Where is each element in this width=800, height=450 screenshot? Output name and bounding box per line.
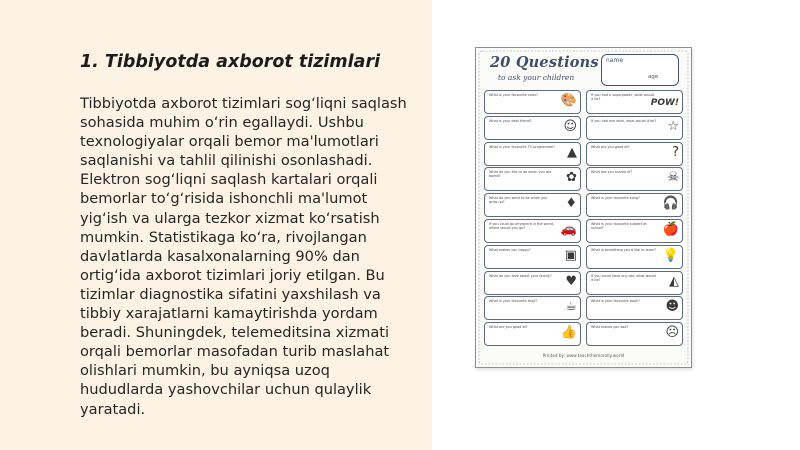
worksheet-row (484, 142, 683, 168)
worksheet-question-text: What is your favourite book? (591, 299, 640, 304)
worksheet-title: 20 Questions (490, 54, 599, 71)
worksheet-question-text: What do you love about your family? (489, 273, 552, 278)
worksheet-row (484, 322, 683, 348)
worksheet-question-box (586, 90, 683, 114)
question-mark-icon: ? (672, 144, 679, 160)
worksheet-question-text: What are you scared of? (591, 170, 633, 175)
body-text-line: hududlarda yashovchilar uchun qulaylik (80, 381, 372, 399)
body-text-line: yig‘ish va ularga tezkor xizmat ko‘rsatish (80, 209, 380, 227)
body-text-line: orqali bemorlar masofadan turib maslahat (80, 343, 390, 361)
body-text-line: davlatlarda kasalxonalarning 90% dan (80, 247, 360, 265)
worksheet-row (484, 167, 683, 193)
worksheet-question-text: What are you good at? (591, 144, 630, 149)
star-icon: ☆ (667, 118, 679, 134)
pizza-icon: ◭ (669, 273, 679, 289)
worksheet-question-box (586, 245, 683, 269)
worksheet-question-text: What is something you'd like to learn? (591, 247, 656, 252)
palette-icon: 🎨 (560, 93, 577, 108)
worksheet-question-box (484, 219, 581, 243)
body-text-line: texnologiyalar orqali bemor ma'lumotlari (80, 133, 379, 151)
worksheet-question-text: What is your favourite food? (489, 299, 538, 304)
worksheet-name-box (601, 54, 679, 86)
body-text-line: ortig‘ida axborot tizimlari joriy etilgan. Bu (80, 266, 385, 284)
worksheet-question-text: What is your favourite color? (489, 93, 538, 97)
worksheet-row (484, 296, 683, 322)
worksheet-image (475, 47, 692, 368)
people-icon: ☻ (665, 299, 679, 315)
worksheet-question-box (484, 142, 581, 166)
cup-icon: ☕ (565, 299, 577, 315)
skull-icon: ☠ (667, 170, 679, 186)
worksheet-question-box (484, 322, 581, 346)
worksheet-question-box (484, 116, 581, 140)
worksheet-row (484, 245, 683, 271)
body-text-line: tibbiy xarajatlarni kamaytirishda yordam (80, 305, 378, 323)
worksheet-question-text: What is your favourite song? (591, 196, 640, 201)
body-text-line: Elektron sog‘liqni saqlash kartalari orqali (80, 171, 378, 189)
worksheet-question-grid (484, 90, 683, 348)
car-icon: 🚗 (560, 221, 577, 237)
worksheet-question-box (586, 271, 683, 295)
slide-title: 1. Tibbiyotda axborot tizimlari (80, 52, 381, 72)
worksheet-question-text: What is your best friend? (489, 118, 532, 123)
worksheet-question-box (484, 90, 581, 114)
pow-icon: POW! (650, 98, 679, 108)
theatre-masks-icon: ☹ (665, 325, 679, 341)
worksheet-question-box (586, 296, 683, 320)
worksheet-question-box (484, 296, 581, 320)
worksheet-question-text: What is your favourite subject at school? (591, 221, 647, 230)
worksheet-question-text: If you could have any pet, what would it be? (591, 273, 656, 282)
worksheet-footer: Printed by: www.teachthemorally.world (542, 353, 625, 358)
bee-icon: ✿ (566, 170, 577, 186)
body-text-line: bemorlar to‘g‘risida ishonchli ma'lumot (80, 190, 368, 208)
smiley-icon: ☺ (563, 118, 577, 134)
worksheet-question-box (484, 167, 581, 191)
body-text-line: mumkin. Statistikaga ko‘ra, rivojlangan (80, 228, 367, 246)
worksheet-row (484, 193, 683, 219)
body-text-line: saqlanishi va tahlil qilinishi osonlashadi. (80, 152, 373, 170)
slide-body-text (80, 94, 422, 419)
worksheet-question-box (586, 167, 683, 191)
apple-icon: 🍎 (662, 221, 679, 237)
hearts-icon: ♥ (565, 273, 577, 289)
worksheet-question-text: If you could go anywhere in the world, where would you go? (489, 221, 555, 230)
worksheet-question-box (484, 271, 581, 295)
worksheet-question-text: What do you want to be when you grow up? (489, 196, 548, 205)
worksheet-question-box (484, 193, 581, 217)
worksheet-question-box (586, 219, 683, 243)
body-text-line: tizimlar diagnostika sifatini yaxshilash va (80, 285, 381, 303)
worksheet-question-box (586, 322, 683, 346)
body-text-line: beradi. Shuningdek, telemeditsina xizmati (80, 324, 390, 342)
worksheet-question-box (586, 116, 683, 140)
worksheet-row (484, 219, 683, 245)
worksheet-name-label: name (606, 57, 624, 64)
worksheet-question-text: What is your favourite TV programme? (489, 144, 555, 149)
lightbulb-icon: 💡 (662, 247, 679, 263)
headphones-icon: 🎧 (662, 196, 679, 212)
worksheet-subtitle: to ask your children (498, 73, 575, 82)
worksheet-question-box (586, 142, 683, 166)
body-text-line: sohasida muhim o‘rin egallaydi. Ushbu (80, 114, 364, 132)
worksheet-row (484, 271, 683, 297)
body-text-line: Tibbiyotda axborot tizimlari sog‘liqni saqlash (80, 95, 407, 112)
worksheet-question-box (484, 245, 581, 269)
worksheet-question-text: What makes you sad? (591, 325, 629, 330)
wizard-hat-icon: ▲ (567, 144, 577, 160)
worksheet-row (484, 90, 683, 116)
bottle-icon: ♦ (565, 196, 577, 212)
worksheet-question-box (586, 193, 683, 217)
worksheet-question-text: If you had one wish, what would it be? (591, 118, 657, 123)
picture-frame-icon: ▣ (564, 247, 577, 263)
worksheet-question-text: What do you like to do when you are bored? (489, 170, 552, 179)
body-text-line: olishlari mumkin, bu ayniqsa uzoq (80, 362, 330, 380)
worksheet-question-text: What are you good at? (489, 325, 528, 330)
body-text-line: yaratadi. (80, 400, 146, 418)
thumbs-up-icon: 👍 (560, 325, 577, 341)
worksheet-question-text: What makes you happy? (489, 247, 531, 252)
worksheet-row (484, 116, 683, 142)
worksheet-age-label: age (648, 74, 659, 80)
worksheet-question-text: If you had a superpower, what would it be? (591, 93, 654, 101)
